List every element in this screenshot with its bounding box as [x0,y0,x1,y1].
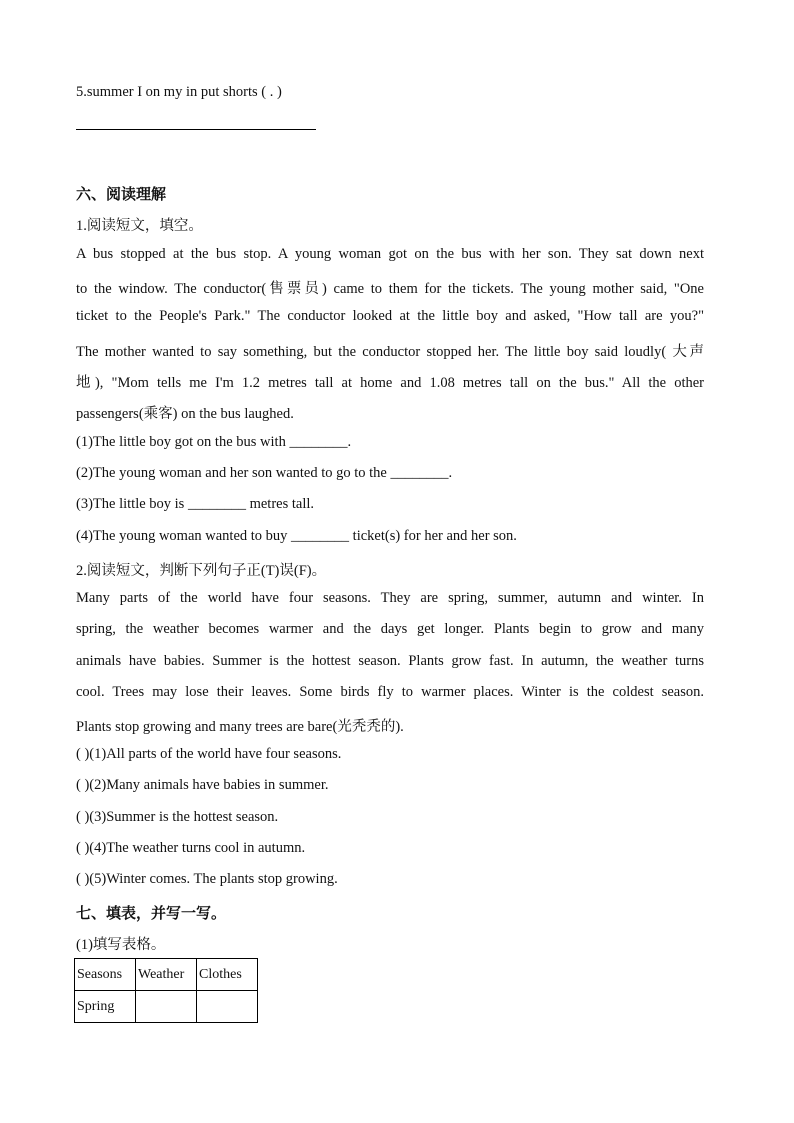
part-2-title: 2.阅读短文，判断下列句子正(T)误(F)。 [76,563,327,579]
passage-1-line: A bus stopped at the bus stop. A young woman got on the bus with her son. They sat down next [76,246,704,262]
question-2-4: ( )(4)The weather turns cool in autumn. [76,840,306,856]
question-1-2: (2)The young woman and her son wanted to go to the ________. [76,465,453,481]
passage-2-line: animals have babies. Summer is the hottest season. Plants grow fast. In autumn, the weather turns [76,653,704,669]
header-clothes: Clothes [197,959,258,991]
passage-1-line: ticket to the People's Park." The conductor looked at the little boy and asked, "How tall are you?" [76,308,704,324]
passage-1-line: passengers(乘客) on the bus laughed. [76,406,294,422]
table-instruction: (1)填写表格。 [76,937,166,953]
header-seasons: Seasons [75,959,136,991]
answer-line [76,129,316,130]
question-2-1: ( )(1)All parts of the world have four seasons. [76,746,342,762]
passage-2-line: cool. Trees may lose their leaves. Some birds fly to warmer places. Winter is the coldest season. [76,684,704,700]
part-1-title: 1.阅读短文，填空。 [76,218,203,234]
passage-2-line: Many parts of the world have four seasons. They are spring, summer, autumn and winter. In [76,590,704,606]
question-5: 5.summer I on my in put shorts ( . ) [76,84,282,100]
section-7-title: 七、填表，并写一写。 [76,906,227,922]
question-1-4: (4)The young woman wanted to buy ________ ticket(s) for her and her son. [76,528,517,544]
header-weather: Weather [136,959,197,991]
cell-season: Spring [75,991,136,1023]
question-2-2: ( )(2)Many animals have babies in summer. [76,777,329,793]
seasons-table [74,958,258,1023]
table-row [75,991,258,1023]
passage-2-line: spring, the weather becomes warmer and the days get longer. Plants begin to grow and many [76,621,704,637]
passage-2-line: Plants stop growing and many trees are bare(光秃秃的). [76,719,404,735]
question-2-3: ( )(3)Summer is the hottest season. [76,809,279,825]
cell-clothes[interactable] [197,991,258,1023]
question-1-1: (1)The little boy got on the bus with ________. [76,434,352,450]
passage-1-line: The mother wanted to say something, but the conductor stopped her. The little boy said loudly( 大声 [76,344,704,360]
passage-1-line: to the window. The conductor(售票员) came to them for the tickets. The young mother said, "One [76,281,704,297]
section-6-title: 六、阅读理解 [76,187,167,203]
table-header-row [75,959,258,991]
question-1-3: (3)The little boy is ________ metres tall. [76,496,314,512]
passage-1-line: 地), "Mom tells me I'm 1.2 metres tall at home and 1.08 metres tall on the bus." All the other [76,375,704,391]
question-2-5: ( )(5)Winter comes. The plants stop growing. [76,871,338,887]
cell-weather[interactable] [136,991,197,1023]
